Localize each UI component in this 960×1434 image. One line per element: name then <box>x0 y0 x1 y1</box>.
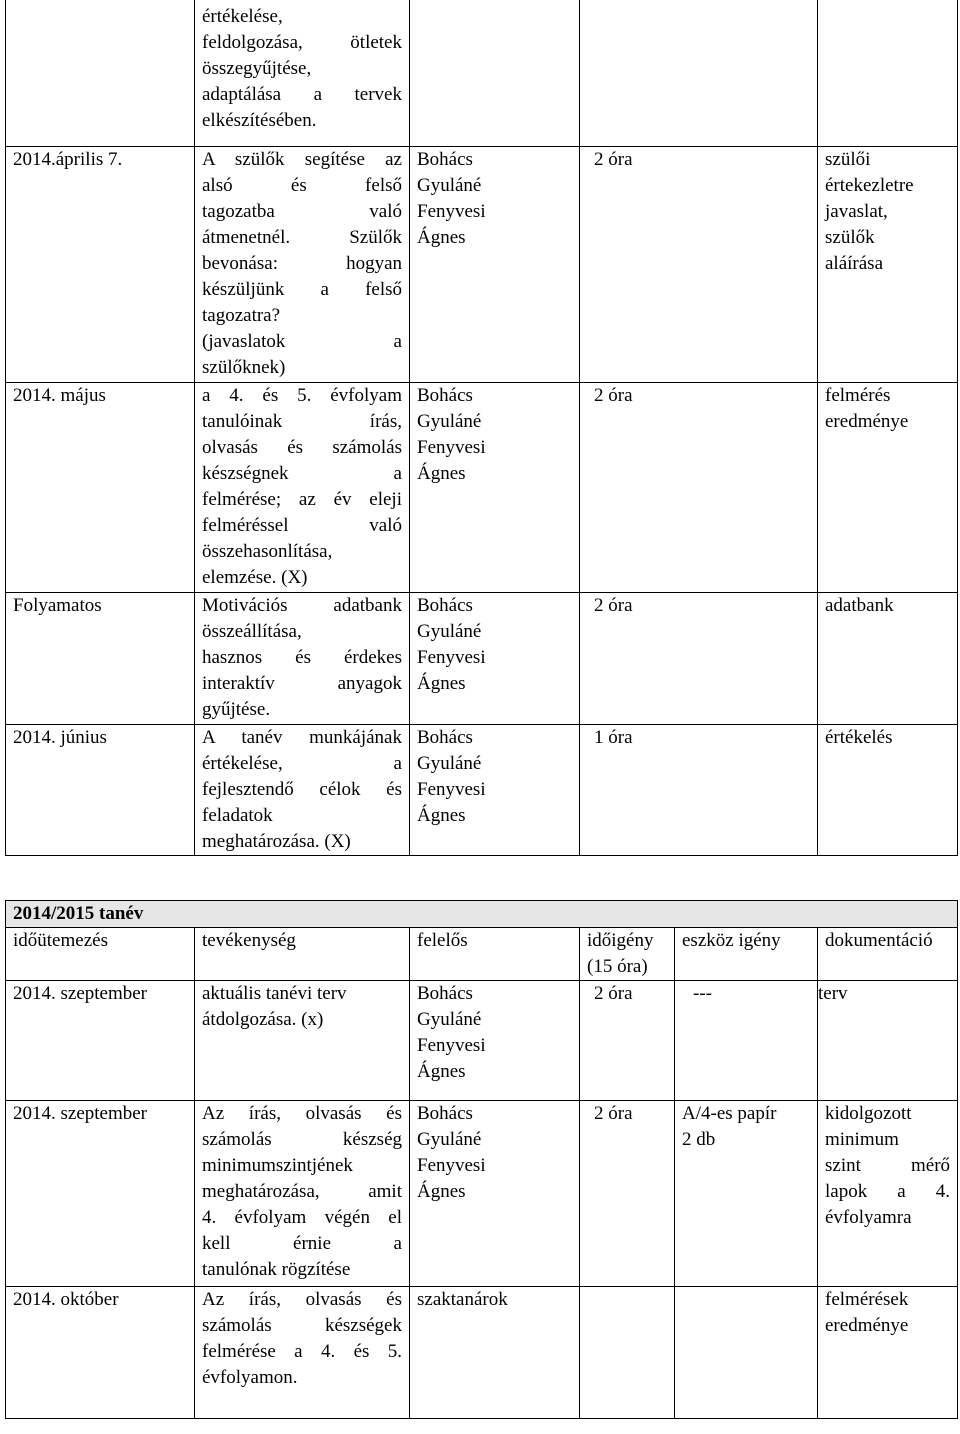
header-schedule: időütemezés <box>6 928 195 981</box>
row-responsible <box>410 1287 580 1419</box>
row-documentation-line: eredménye <box>825 1315 909 1336</box>
row-activity-line: készségnek a <box>202 462 402 484</box>
row-documentation <box>818 1287 958 1419</box>
row-responsible-line: Fenyvesi <box>417 200 486 222</box>
plan-table-2013-2014 <box>5 0 958 856</box>
row-documentation-line: szint mérő <box>825 1155 951 1176</box>
row-activity-line: bevonása: hogyan <box>202 252 402 274</box>
row-activity-line: elkészítésében. <box>202 110 317 131</box>
row-activity-line: aktuális tanévi terv <box>202 983 347 1004</box>
row-responsible-line: Bohács <box>417 148 473 170</box>
row-responsible <box>410 981 580 1101</box>
row-responsible-line: Ágnes <box>417 672 466 694</box>
row-responsible-line: Bohács <box>417 983 473 1004</box>
row-activity <box>195 0 410 146</box>
row-activity-line: meghatározása, amit <box>202 1181 402 1202</box>
row-date: 2014.április 7. <box>6 146 195 382</box>
row-activity-line: tanulóinak írás, <box>202 410 402 432</box>
table-row <box>6 1287 958 1419</box>
row-activity <box>195 724 410 855</box>
row-responsible <box>410 592 580 724</box>
row-documentation-line: terv <box>818 983 848 1004</box>
row-documentation <box>818 1101 958 1287</box>
row-documentation-line: adatbank <box>825 594 894 616</box>
row-activity-line: elemzése. (X) <box>202 566 308 588</box>
row-responsible-line: Fenyvesi <box>417 1155 486 1176</box>
row-time <box>580 0 818 146</box>
row-responsible-line: Fenyvesi <box>417 436 486 458</box>
row-date: 2014. május <box>6 382 195 592</box>
header-tool-need: eszköz igény <box>675 928 818 981</box>
row-responsible-line: Ágnes <box>417 1181 466 1202</box>
row-activity <box>195 1101 410 1287</box>
row-activity-line: feladatok <box>202 804 273 826</box>
row-responsible-line: Bohács <box>417 1103 473 1124</box>
row-date: 2014. október <box>6 1287 195 1419</box>
row-time: 2 óra <box>580 382 818 592</box>
row-responsible-line: Ágnes <box>417 226 466 248</box>
row-time: 2 óra <box>580 146 818 382</box>
row-responsible-line: szaktanárok <box>417 1289 508 1310</box>
row-responsible <box>410 146 580 382</box>
row-responsible-line: Bohács <box>417 384 473 406</box>
row-activity-line: adaptálása a tervek <box>202 84 402 105</box>
row-activity-line: összeállítása, <box>202 620 302 642</box>
row-documentation <box>818 724 958 855</box>
row-tool-line: --- <box>693 983 712 1004</box>
table-header-row <box>6 928 958 981</box>
row-responsible-line: Gyuláné <box>417 1009 482 1030</box>
row-activity-line: Az írás, olvasás és <box>202 1289 402 1310</box>
row-documentation-line: javaslat, <box>825 200 888 222</box>
header-time-need-label: időigény <box>587 930 654 951</box>
plan-table-2014-2015 <box>5 900 958 1419</box>
row-responsible-line: Gyuláné <box>417 752 482 774</box>
table-row <box>6 592 958 724</box>
row-activity <box>195 592 410 724</box>
table-row <box>6 0 958 146</box>
row-responsible-line: Fenyvesi <box>417 646 486 668</box>
row-documentation-line: szülői <box>825 148 871 170</box>
header-time-need <box>580 928 675 981</box>
row-responsible <box>410 0 580 146</box>
row-activity <box>195 382 410 592</box>
row-activity-line: felmérése; az év eleji <box>202 488 402 510</box>
school-year-title: 2014/2015 tanév <box>6 901 958 928</box>
row-activity-line: A tanév munkájának <box>202 726 402 748</box>
row-documentation-line: felmérések <box>825 1289 909 1310</box>
row-activity-line: 4. évfolyam végén el <box>202 1207 402 1228</box>
row-time: 2 óra <box>580 981 675 1101</box>
header-responsible: felelős <box>410 928 580 981</box>
row-responsible-line: Ágnes <box>417 1061 466 1082</box>
row-activity-line: interaktív anyagok <box>202 672 402 694</box>
row-activity <box>195 1287 410 1419</box>
row-activity-line: meghatározása. (X) <box>202 830 351 852</box>
row-activity-line: Motivációs adatbank <box>202 594 402 616</box>
row-activity-line: átmenetnél. Szülők <box>202 226 402 248</box>
row-activity-line: évfolyamon. <box>202 1367 298 1388</box>
row-activity-line: A szülők segítése az <box>202 148 402 170</box>
row-responsible-line: Ágnes <box>417 462 466 484</box>
table-row <box>6 1101 958 1287</box>
table-row <box>6 146 958 382</box>
row-activity-line: számolás készségek <box>202 1315 402 1336</box>
row-responsible <box>410 1101 580 1287</box>
row-responsible-line: Gyuláné <box>417 174 482 196</box>
row-documentation <box>818 981 958 1101</box>
row-responsible-line: Gyuláné <box>417 1129 482 1150</box>
row-time: 2 óra <box>580 1101 675 1287</box>
row-documentation-line: kidolgozott <box>825 1103 912 1124</box>
table-row <box>6 382 958 592</box>
row-activity-line: feldolgozása, ötletek <box>202 32 402 53</box>
row-activity-line: értékelése, a <box>202 752 402 774</box>
row-documentation <box>818 592 958 724</box>
row-date: 2014. június <box>6 724 195 855</box>
row-tool <box>675 1101 818 1287</box>
header-activity: tevékenység <box>195 928 410 981</box>
row-activity-line: kell érnie a <box>202 1233 402 1254</box>
row-tool-line: 2 db <box>682 1129 716 1150</box>
row-activity-line: tanulónak rögzítése <box>202 1259 351 1280</box>
table-row <box>6 724 958 855</box>
row-activity-line: hasznos és érdekes <box>202 646 402 668</box>
row-activity-line: összegyűjtése, <box>202 58 312 79</box>
row-documentation <box>818 146 958 382</box>
row-documentation <box>818 382 958 592</box>
row-tool-line: A/4-es papír <box>682 1103 777 1124</box>
row-activity <box>195 146 410 382</box>
row-activity-line: tagozatba való <box>202 200 402 222</box>
header-documentation: dokumentáció <box>818 928 958 981</box>
row-date: Folyamatos <box>6 592 195 724</box>
row-activity-line: Az írás, olvasás és <box>202 1103 402 1124</box>
row-activity-line: összehasonlítása, <box>202 540 333 562</box>
row-date <box>6 0 195 146</box>
row-activity-line: felmérése a 4. és 5. <box>202 1341 402 1362</box>
row-documentation-line: eredménye <box>825 410 909 432</box>
row-activity <box>195 981 410 1101</box>
row-activity-line: tagozatra? <box>202 304 281 326</box>
row-tool <box>675 1287 818 1419</box>
row-documentation-line: lapok a 4. <box>825 1181 951 1202</box>
row-activity-line: (javaslatok a <box>202 330 402 352</box>
row-documentation-line: értekezletre <box>825 174 914 196</box>
row-activity-line: minimumszintjének <box>202 1155 353 1176</box>
row-activity-line: értékelése, <box>202 6 283 27</box>
row-time: 1 óra <box>580 724 818 855</box>
row-responsible-line: Gyuláné <box>417 620 482 642</box>
row-responsible <box>410 724 580 855</box>
row-responsible <box>410 382 580 592</box>
row-activity-line: olvasás és számolás <box>202 436 402 458</box>
row-responsible-line: Gyuláné <box>417 410 482 432</box>
row-date: 2014. szeptember <box>6 1101 195 1287</box>
row-documentation-line: felmérés <box>825 384 891 406</box>
row-responsible-line: Bohács <box>417 594 473 616</box>
row-activity-line: számolás készség <box>202 1129 402 1150</box>
table-row <box>6 981 958 1101</box>
row-time: 2 óra <box>580 592 818 724</box>
row-responsible-line: Ágnes <box>417 804 466 826</box>
row-activity-line: gyűjtése. <box>202 698 271 720</box>
row-time <box>580 1287 675 1419</box>
row-responsible-line: Fenyvesi <box>417 1035 486 1056</box>
row-responsible-line: Bohács <box>417 726 473 748</box>
row-documentation-line: szülők <box>825 226 875 248</box>
row-activity-line: felméréssel való <box>202 514 402 536</box>
row-activity-line: szülőknek) <box>202 356 286 378</box>
row-activity-line: átdolgozása. (x) <box>202 1009 324 1030</box>
row-activity-line: készüljünk a felső <box>202 278 402 300</box>
row-documentation <box>818 0 958 146</box>
row-documentation-line: évfolyamra <box>825 1207 912 1228</box>
row-responsible-line: Fenyvesi <box>417 778 486 800</box>
row-date: 2014. szeptember <box>6 981 195 1101</box>
row-tool <box>675 981 818 1101</box>
row-activity-line: fejlesztendő célok és <box>202 778 402 800</box>
row-documentation-line: aláírása <box>825 252 884 274</box>
row-documentation-line: minimum <box>825 1129 899 1150</box>
row-activity-line: alsó és felső <box>202 174 402 196</box>
row-activity-line: a 4. és 5. évfolyam <box>202 384 402 406</box>
header-time-need-total: (15 óra) <box>587 956 648 977</box>
row-documentation-line: értékelés <box>825 726 893 748</box>
